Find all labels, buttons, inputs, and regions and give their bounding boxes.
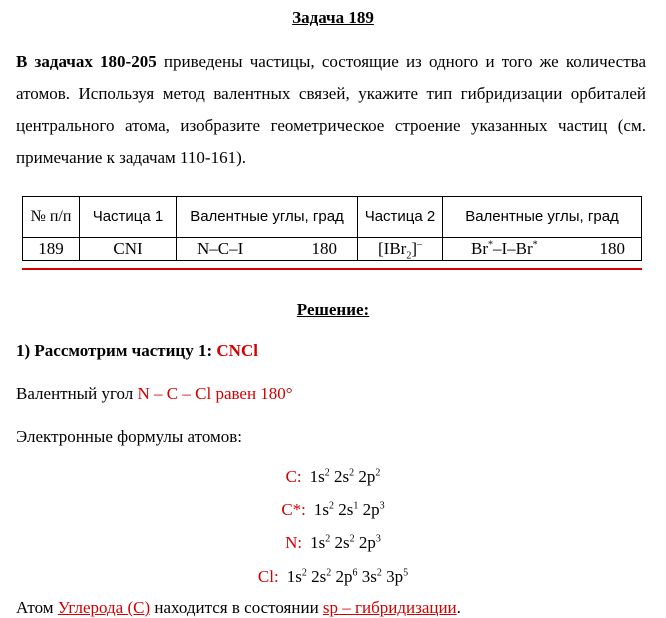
angle-1-bond: N–C–I bbox=[197, 239, 244, 258]
cell-particle-2: [IBr$_2$]– bbox=[358, 238, 443, 261]
task-text: приведены частицы, состоящие из одного и того же количества атомов. Используя метод валентных связей, укажите тип гибридизации орбиталей центрального атома, изобразите геометрическое строение указанных частиц (см. примечание к задачам 110-161). bbox=[16, 52, 646, 167]
formula-n: N: $1s^2$ $2s^2$ $2p^3$ bbox=[285, 533, 381, 552]
hybridization-statement: Атом Углерода (C) находится в состоянии sp – гибридизации. bbox=[16, 598, 461, 617]
header-particle-2: Частица 2 bbox=[358, 197, 443, 238]
task-range: В задачах 180-205 bbox=[16, 52, 157, 71]
cell-particle-1: CNI bbox=[80, 238, 177, 261]
task-statement bbox=[16, 46, 646, 174]
table-underline bbox=[22, 268, 642, 270]
particles-table bbox=[22, 196, 642, 261]
table-header-row bbox=[23, 197, 642, 238]
cell-angle-2 bbox=[443, 238, 642, 261]
header-angles-2: Валентные углы, град bbox=[443, 197, 642, 238]
angle-statement-value: N – C – Cl равен 180° bbox=[137, 384, 293, 403]
step-1-heading: 1) Рассмотрим частицу 1: CNCl bbox=[16, 341, 258, 360]
formula-c-excited: C*: $1s^2$ $2s^1$ $2p^3$ bbox=[281, 500, 385, 519]
formula-cl: Cl: $1s^2$ $2s^2$ $2p^6$ $3s^2$ $3p^5$ bbox=[257, 567, 409, 586]
header-number: № п/п bbox=[23, 197, 80, 238]
header-particle-1: Частица 1 bbox=[80, 197, 177, 238]
task-title: Задача 189 bbox=[292, 8, 374, 27]
cell-number: 189 bbox=[23, 238, 80, 261]
angle-2-value: 180 bbox=[599, 239, 625, 258]
formula-c: C: $1s^2$ $2s^2$ $2p^2$ bbox=[285, 467, 381, 486]
solution-heading: Решение: bbox=[296, 300, 370, 319]
table-row bbox=[23, 238, 642, 261]
cell-angle-1 bbox=[177, 238, 358, 261]
header-angles-1: Валентные углы, град bbox=[177, 197, 358, 238]
angle-1-value: 180 bbox=[311, 239, 337, 258]
formulas-label: Электронные формулы атомов: bbox=[16, 427, 243, 446]
angle-2-bond: Br*–I–Br* bbox=[471, 239, 538, 258]
step-1-particle: CNCl bbox=[216, 341, 258, 360]
angle-statement: Валентный угол N – C – Cl равен 180° bbox=[16, 384, 293, 403]
